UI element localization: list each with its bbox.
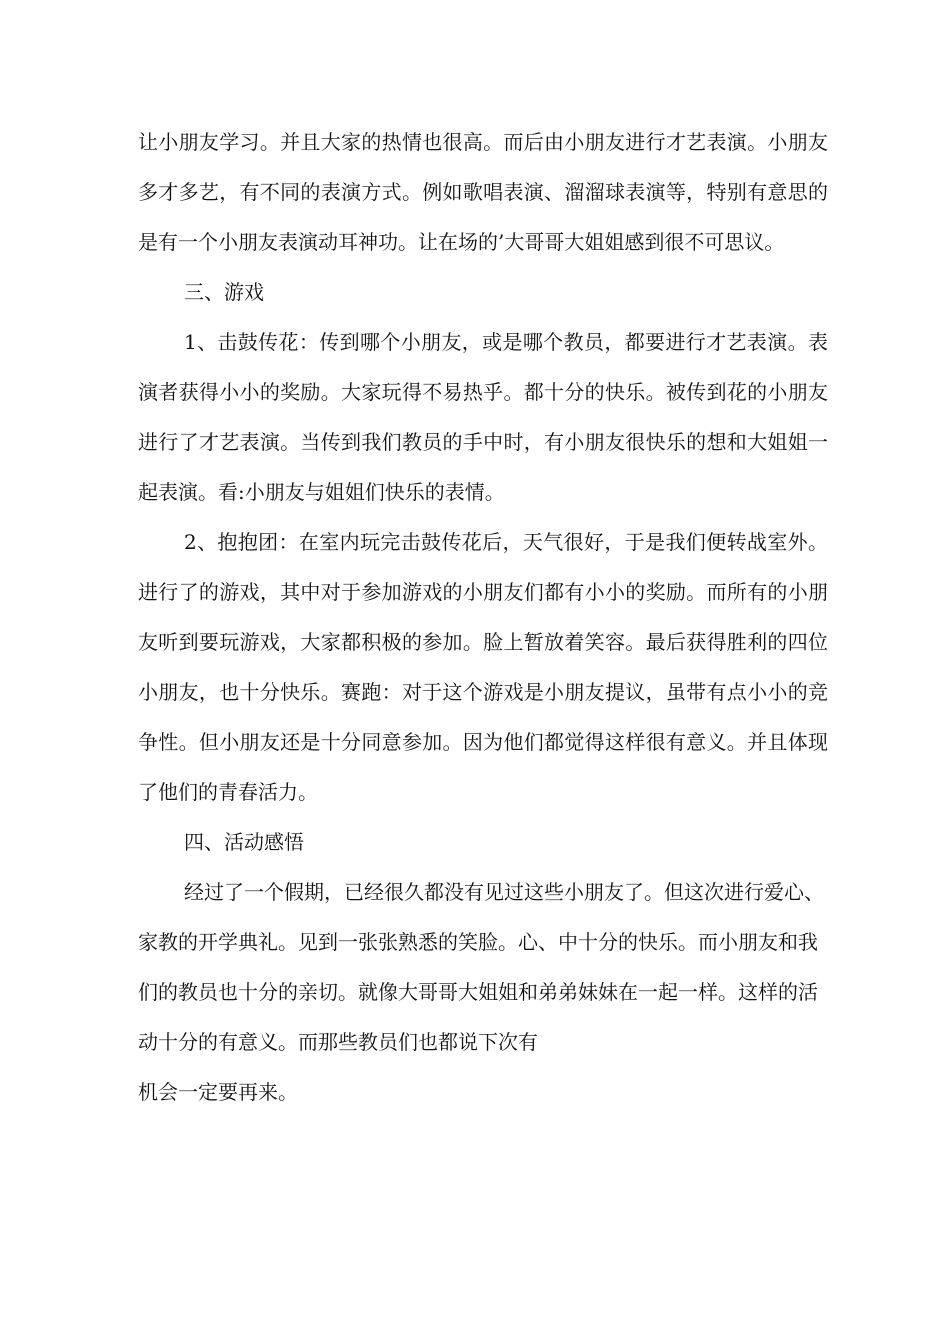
section-heading-reflection: 四、活动感悟 <box>184 830 304 854</box>
section-heading-games: 三、游戏 <box>184 280 264 304</box>
paragraph-performance: 让小朋友学习。并且大家的热情也很高。而后由小朋友进行才艺表演。小朋友多才多艺，有不同的表演方式。例如歌唱表演、溜溜球表演等，特别有意思的是有一个小朋友表演动耳神功。让在场的’大哥哥大姐姐感到很不可思议。 <box>138 130 828 254</box>
paragraph-reflection: 经过了一个假期，已经很久都没有见过这些小朋友了。但这次进行爱心、家教的开学典礼。见到一张张熟悉的笑脸。心、中十分的快乐。而小朋友和我们的教员也十分的亲切。就像大哥哥大姐姐和弟弟妹妹在一起一样。这样的活动十分的有意义。而那些教员们也都说下次有 <box>138 880 824 1054</box>
paragraph-closing: 机会一定要再来。 <box>138 1080 298 1104</box>
paragraph-group-hug: 2、抱抱团：在室内玩完击鼓传花后，天气很好，于是我们便转战室外。进行了的游戏，其中对于参加游戏的小朋友们都有小小的奖励。而所有的小朋友听到要玩游戏，大家都积极的参加。脸上暂放着笑容。最后获得胜利的四位小朋友，也十分快乐。赛跑：对于这个游戏是小朋友提议，虽带有点小小的竞争性。但小朋友还是十分同意参加。因为他们都觉得这样很有意义。并且体现了他们的青春活力。 <box>138 530 828 804</box>
paragraph-pass-the-flower: 1、击鼓传花：传到哪个小朋友，或是哪个教员，都要进行才艺表演。表演者获得小小的奖励。大家玩得不易热乎。都十分的快乐。被传到花的小朋友进行了才艺表演。当传到我们教员的手中时，有小朋友很快乐的想和大姐姐一起表演。看:小朋友与姐姐们快乐的表情。 <box>138 330 828 504</box>
document-body <box>138 117 828 1117</box>
